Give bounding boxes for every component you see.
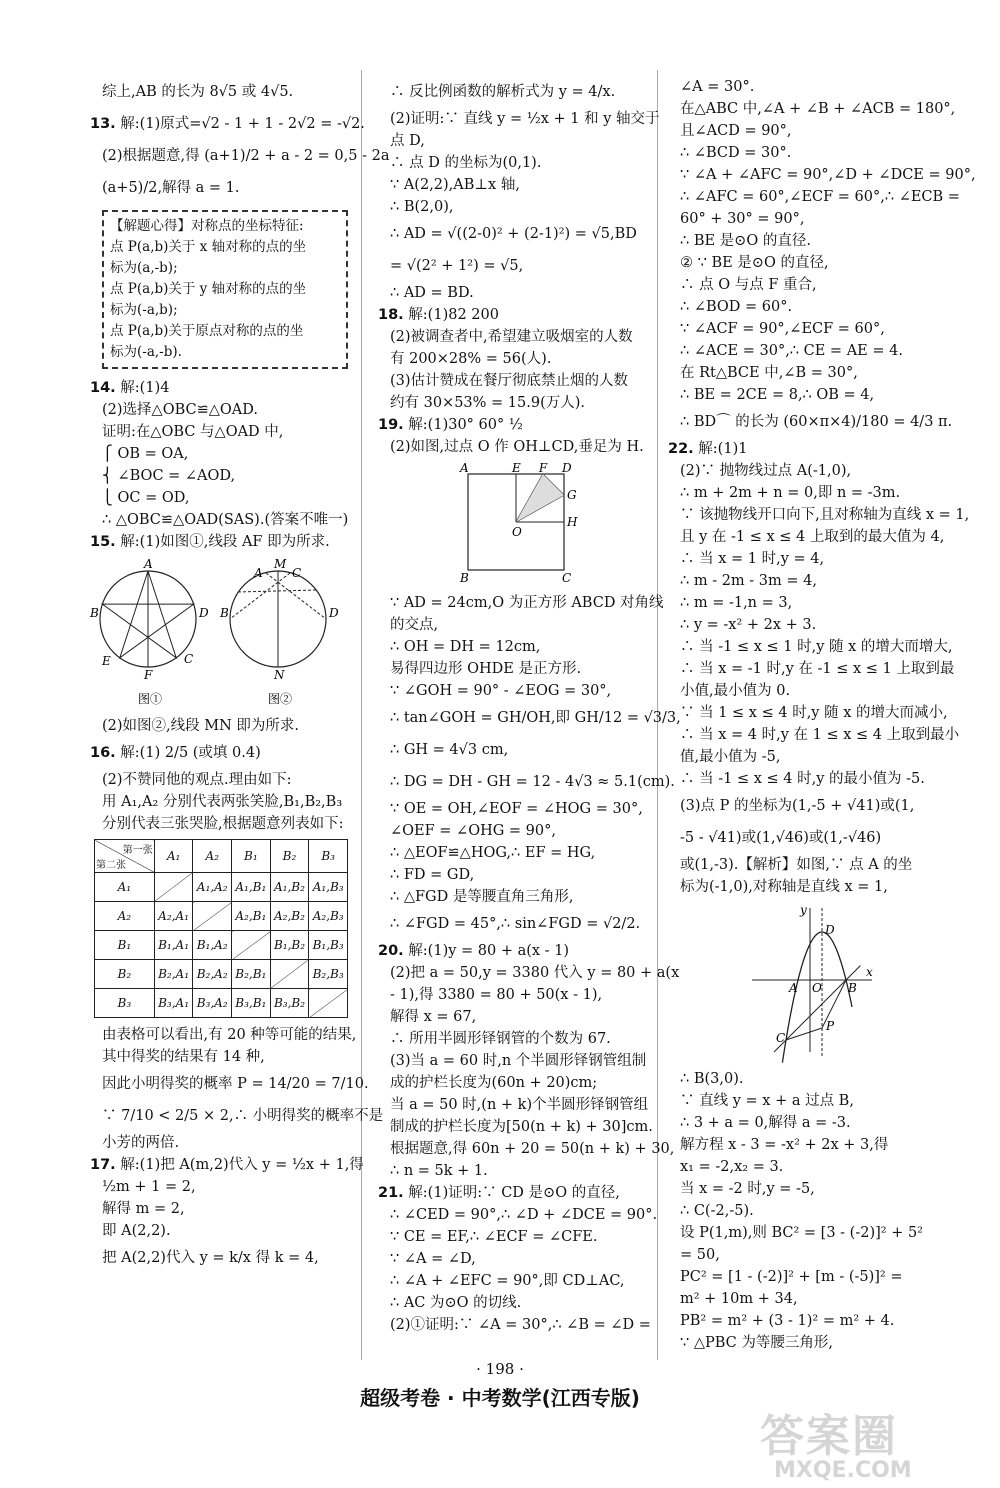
parabola-svg [748, 902, 878, 1060]
answer-line: ∴ ∠ACE = 30°,∴ CE = AE = 4. [680, 343, 903, 359]
table-cell: B₂,B₁ [232, 960, 271, 989]
table-row [95, 931, 348, 960]
figure-label: D [329, 606, 339, 620]
answer-line: ½m + 1 = 2, [102, 1179, 196, 1195]
question-number: 15. [90, 534, 116, 550]
table-row-header: A₁ [95, 873, 155, 902]
answer-line: ② ∵ BE 是⊙O 的直径, [680, 255, 829, 271]
answer-text: 解:(1)30° 60° ½ [403, 417, 523, 433]
answer-line: 设 P(1,m),则 BC² = [3 - (-2)]² + 5² [680, 1225, 923, 1241]
answer-line: ∴ 当 x = -1 时,y 在 -1 ≤ x ≤ 1 上取到最 [680, 661, 955, 677]
answer-line: 因此小明得奖的概率 P = 14/20 = 7/10. [102, 1076, 369, 1092]
question-number: 16. [90, 745, 116, 761]
answer-line [668, 438, 958, 460]
answer-line: ∴ 点 D 的坐标为(0,1). [390, 155, 542, 171]
answer-line: 点 D, [390, 133, 425, 149]
answer-line: 综上,AB 的长为 8√5 或 4√5. [102, 84, 294, 100]
answer-line: 且∠ACD = 90°, [680, 123, 792, 139]
answer-line: 根据题意,得 60n + 20 = 50(n + k) + 30, [390, 1141, 675, 1157]
answer-text: 解:(1)把 A(m,2)代入 y = ½x + 1,得 [115, 1157, 364, 1173]
answer-line: (2)证明:∵ 直线 y = ½x + 1 和 y 轴交于 [390, 111, 660, 127]
answer-line: x₁ = -2,x₂ = 3. [680, 1159, 784, 1175]
answer-line: (2)①证明:∵ ∠A = 30°,∴ ∠B = ∠D = [390, 1317, 651, 1333]
answer-line: 在△ABC 中,∠A + ∠B + ∠ACB = 180°, [680, 101, 956, 117]
circles-svg [90, 557, 340, 707]
answer-column-1 [90, 76, 390, 1274]
answer-text: 解:(1)y = 80 + a(x - 1) [403, 943, 570, 959]
tip-line: 标为(-a,b); [110, 302, 178, 318]
answer-line: 由表格可以看出,有 20 种等可能的结果, [102, 1027, 357, 1043]
answer-line: 解方程 x - 3 = -x² + 2x + 3,得 [680, 1137, 889, 1153]
triangle-ofg [516, 474, 564, 522]
answer-line: 当 a = 50 时,(n + k)个半圆形铎钢管组 [390, 1097, 649, 1113]
tip-box [102, 210, 348, 369]
answer-line: ∴ BD⌒ 的长为 (60×π×4)/180 = 4/3 π. [680, 414, 953, 430]
answer-line: ∵ ∠A = ∠D, [390, 1251, 476, 1267]
tip-line: 【解题心得】对称点的坐标特征: [110, 218, 304, 234]
page-number: · 198 · [476, 1360, 524, 1378]
table-row-header: A₂ [95, 902, 155, 931]
table-corner [95, 840, 155, 873]
answer-line: ∴ 3 + a = 0,解得 a = -3. [680, 1115, 851, 1131]
tip-line: 标为(-a,-b). [110, 344, 182, 360]
answer-line: = 50, [680, 1247, 720, 1263]
answer-line: 小值,最小值为 0. [680, 683, 791, 699]
answer-line [378, 1182, 648, 1204]
figure-label: B [220, 606, 229, 620]
table-row [95, 873, 348, 902]
answer-line: ∴ FD = GD, [390, 867, 475, 883]
table-cell: B₁,B₃ [309, 931, 348, 960]
answer-line: 解得 m = 2, [102, 1201, 185, 1217]
answer-line: = √(2² + 1²) = √5, [390, 258, 524, 274]
answer-line: ∴ B(2,0), [390, 199, 454, 215]
book-title: 超级考卷 · 中考数学(江西专版) [360, 1386, 640, 1410]
answer-line: ∴ tan∠GOH = GH/OH,即 GH/12 = √3/3, [390, 710, 681, 726]
figure-label: F [538, 461, 548, 475]
table-cell [232, 931, 271, 960]
figure-label: y [800, 903, 807, 917]
answer-line: (2)不赞同他的观点.理由如下: [102, 772, 292, 788]
answer-line: ∠A = 30°. [680, 79, 755, 95]
watermark-url: MXQE.COM [774, 1458, 912, 1483]
figure-label: C [292, 566, 302, 580]
answer-line: 标为(-1,0),对称轴是直线 x = 1, [680, 879, 888, 895]
figure-label: E [102, 654, 111, 668]
answer-line: -5 - √41)或(1,√46)或(1,-√46) [680, 830, 882, 846]
figure-label: A [144, 557, 153, 571]
figure-label: C [776, 1031, 786, 1045]
table-row-header: B₁ [95, 931, 155, 960]
answer-line: (2)被调查者中,希望建立吸烟室的人数 [390, 329, 633, 345]
answer-line: ∴ m - 2m - 3m = 4, [680, 573, 817, 589]
answer-line: 把 A(2,2)代入 y = k/x 得 k = 4, [102, 1250, 319, 1266]
answer-line: ∴ OH = DH = 12cm, [390, 639, 541, 655]
table-cell: B₂,A₂ [193, 960, 232, 989]
figure-label: H [567, 515, 578, 529]
watermark-text: 答案圈 [760, 1411, 898, 1462]
answer-line: (2)选择△OBC≌△OAD. [102, 402, 258, 418]
answer-line: ∴ AC 为⊙O 的切线. [390, 1295, 522, 1311]
table-row-header: B₃ [95, 989, 155, 1018]
answer-line: PC² = [1 - (-2)]² + [m - (-5)]² = [680, 1269, 903, 1285]
question-number: 13. [90, 116, 116, 132]
figure-label: O [512, 525, 522, 539]
dashed-line [238, 590, 316, 592]
answer-line: ∵ 7/10 < 2/5 × 2,∴ 小明得奖的概率不是 [102, 1108, 384, 1124]
answer-line: ∵ 该抛物线开口向下,且对称轴为直线 x = 1, [680, 507, 970, 523]
answer-line: ∴ BE 是⊙O 的直径. [680, 233, 811, 249]
watermark-logo [760, 1400, 980, 1484]
answer-line: m² + 10m + 34, [680, 1291, 798, 1307]
answer-line: 60° + 30° = 90°, [680, 211, 805, 227]
answer-line: ∵ OE = OH,∠EOF = ∠HOG = 30°, [390, 801, 643, 817]
probability-table [94, 839, 348, 1018]
answer-line: 解得 x = 67, [390, 1009, 477, 1025]
table-row [95, 960, 348, 989]
answer-line [90, 737, 348, 769]
answer-line: 小芳的两倍. [102, 1135, 180, 1151]
question-number: 21. [378, 1185, 404, 1201]
answer-line: ∴ m = -1,n = 3, [680, 595, 793, 611]
figure-square [378, 462, 648, 588]
figure-label: D [199, 606, 209, 620]
figure-circles [90, 557, 348, 711]
table-header-cell: B₃ [309, 840, 348, 873]
answer-line: ∴ DG = DH - GH = 12 - 4√3 ≈ 5.1(cm). [390, 774, 675, 790]
table-row [95, 989, 348, 1018]
table-cell: B₁,A₂ [193, 931, 232, 960]
answer-line: ∵ 当 1 ≤ x ≤ 4 时,y 随 x 的增大而减小, [680, 705, 948, 721]
figure-label: D [825, 923, 835, 937]
answer-line: ∴ 当 x = 1 时,y = 4, [680, 551, 825, 567]
figure-parabola [668, 902, 958, 1064]
answer-line: (a+5)/2,解得 a = 1. [102, 180, 240, 196]
table-cell: B₂,B₃ [309, 960, 348, 989]
answer-line [90, 108, 365, 140]
answer-line: ∴ 当 -1 ≤ x ≤ 4 时,y 的最小值为 -5. [680, 771, 925, 787]
answer-line: ⎧ OB = OA, [102, 446, 189, 462]
answer-line: ∴ B(3,0). [680, 1071, 744, 1087]
figure-label: G [567, 488, 577, 503]
figure-label: O [812, 981, 822, 995]
answer-line: ∴ y = -x² + 2x + 3. [680, 617, 817, 633]
answer-line: ∴ 点 O 与点 F 重合, [680, 277, 817, 293]
answer-line [90, 377, 348, 399]
answer-line: (3)当 a = 60 时,n 个半圆形铎钢管组制 [390, 1053, 647, 1069]
line-bc [774, 966, 860, 1052]
figure-label: C [184, 652, 194, 666]
answer-line: ∴ n = 5k + 1. [390, 1163, 488, 1179]
tip-line: 点 P(a,b)关于 x 轴对称的点的坐 [110, 239, 307, 255]
answer-line: (3)点 P 的坐标为(1,-5 + √41)或(1, [680, 798, 915, 814]
table-cell: A₁,A₂ [193, 873, 232, 902]
answer-line: 的交点, [390, 617, 439, 633]
answer-line: 成的护栏长度为(60n + 20)cm; [390, 1075, 598, 1091]
table-cell: A₂,B₁ [232, 902, 271, 931]
table-cell: A₂,A₁ [154, 902, 193, 931]
answer-line: ∵ AD = 24cm,O 为正方形 ABCD 对角线 [390, 595, 664, 611]
parabola-curve [782, 932, 852, 1063]
answer-line: ∴ ∠CED = 90°,∴ ∠D + ∠DCE = 90°. [390, 1207, 658, 1223]
figure-label: B [90, 606, 99, 620]
table-cell: B₁,B₂ [270, 931, 309, 960]
answer-line: ∴ AD = BD. [390, 285, 474, 301]
caption-1: 图① [138, 692, 163, 706]
answer-text: 解:(1)82 200 [403, 307, 499, 323]
answer-line [90, 1154, 364, 1176]
answer-line: ∵ ∠ACF = 90°,∠ECF = 60°, [680, 321, 885, 337]
answer-line: ∴ 所用半圆形铎钢管的个数为 67. [390, 1031, 611, 1047]
corner-top: 第一张 [122, 845, 153, 856]
answer-line: ∵ ∠GOH = 90° - ∠EOG = 30°, [390, 683, 612, 699]
tip-line: 点 P(a,b)关于 y 轴对称的点的坐 [110, 281, 307, 297]
answer-text: 解:(1)证明:∵ CD 是⊙O 的直径, [403, 1185, 620, 1201]
answer-line: (2)把 a = 50,y = 3380 代入 y = 80 + a(x [390, 965, 680, 981]
figure-label: A [460, 461, 469, 475]
answer-line: ∴ ∠AFC = 60°,∠ECF = 60°,∴ ∠ECB = [680, 189, 960, 205]
table-cell: B₂,A₁ [154, 960, 193, 989]
answer-line: ∴ 当 x = 4 时,y 在 1 ≤ x ≤ 4 上取到最小 [680, 727, 960, 743]
figure-label: B [848, 981, 857, 995]
table-cell: A₂,B₃ [309, 902, 348, 931]
table-cell: B₃,A₁ [154, 989, 193, 1018]
question-number: 14. [90, 380, 116, 396]
tip-line: 标为(a,-b); [110, 260, 178, 276]
table-cell: B₃,A₂ [193, 989, 232, 1018]
answer-line: ∴ m + 2m + n = 0,即 n = -3m. [680, 485, 901, 501]
table-cell [270, 960, 309, 989]
table-cell [154, 873, 193, 902]
caption-2: 图② [268, 692, 293, 706]
table-row [95, 902, 348, 931]
answer-line: ∴ ∠FGD = 45°,∴ sin∠FGD = √2/2. [390, 916, 641, 932]
question-number: 22. [668, 441, 694, 457]
table-cell [193, 902, 232, 931]
answer-line: ∴ △OBC≌△OAD(SAS).(答案不唯一) [102, 512, 349, 528]
answer-line: ∵ 直线 y = x + a 过点 B, [680, 1093, 854, 1109]
question-number: 20. [378, 943, 404, 959]
answer-line: ∴ BE = 2CE = 8,∴ OB = 4, [680, 387, 875, 403]
answer-line: 分别代表三张哭脸,根据题意列表如下: [102, 816, 344, 832]
answer-line: (2)根据题意,得 (a+1)/2 + a - 2 = 0,5 - 2a [102, 148, 390, 164]
table-cell: A₁,B₂ [270, 873, 309, 902]
answer-line: (3)估计赞成在餐厅彻底禁止烟的人数 [390, 373, 629, 389]
tip-line: 点 P(a,b)关于原点对称的点的坐 [110, 323, 304, 339]
answer-line: 证明:在△OBC 与△OAD 中, [102, 424, 284, 440]
answer-line: ∴ AD = √((2-0)² + (2-1)²) = √5,BD [390, 226, 637, 242]
answer-line: 当 x = -2 时,y = -5, [680, 1181, 815, 1197]
answer-line: 用 A₁,A₂ 分别代表两张笑脸,B₁,B₂,B₃ [102, 794, 343, 810]
answer-line: (2)如图②,线段 MN 即为所求. [102, 718, 300, 734]
answer-line: ∴ 反比例函数的解析式为 y = 4/x. [390, 84, 616, 100]
answer-text: 解:(1) 2/5 (或填 0.4) [115, 745, 261, 761]
answer-line: ∵ ∠A + ∠AFC = 90°,∠D + ∠DCE = 90°, [680, 167, 976, 183]
answer-line [378, 414, 648, 436]
answer-line: ⎩ OC = OD, [102, 490, 190, 506]
answer-line: ∵ CE = EF,∴ ∠ECF = ∠CFE. [390, 1229, 598, 1245]
answer-line: 约有 30×53% = 15.9(万人). [390, 395, 586, 411]
answer-line: ∴ ∠A + ∠EFC = 90°,即 CD⊥AC, [390, 1273, 625, 1289]
answer-line: ∴ 当 -1 ≤ x ≤ 1 时,y 随 x 的增大而增大, [680, 639, 953, 655]
figure-label: M [274, 557, 287, 571]
answer-line: ∴ ∠BCD = 30°. [680, 145, 792, 161]
figure-label: A [254, 566, 263, 580]
answer-line [378, 304, 648, 326]
answer-column-3 [668, 76, 976, 1354]
figure-label: F [144, 668, 153, 682]
answer-line: ∴ △FGD 是等腰直角三角形, [390, 889, 574, 905]
answer-line: 其中得奖的结果有 14 种, [102, 1049, 265, 1065]
answer-line: 值,最小值为 -5, [680, 749, 781, 765]
table-header-cell: A₁ [154, 840, 193, 873]
answer-text: 解:(1)4 [115, 380, 170, 396]
question-number: 17. [90, 1157, 116, 1173]
figure-label: N [274, 668, 285, 682]
table-cell: A₂,B₂ [270, 902, 309, 931]
figure-label: P [826, 1019, 835, 1033]
answer-line: 在 Rt△BCE 中,∠B = 30°, [680, 365, 858, 381]
answer-line: ∴ C(-2,-5). [680, 1203, 754, 1219]
answer-line: (2)∵ 抛物线过点 A(-1,0), [680, 463, 852, 479]
answer-line: 且 y 在 -1 ≤ x ≤ 4 上取到的最大值为 4, [680, 529, 945, 545]
answer-line: ∵ A(2,2),AB⊥x 轴, [390, 177, 520, 193]
corner-bottom: 第二张 [96, 860, 126, 871]
table-header-cell: B₁ [232, 840, 271, 873]
answer-line: ∴ GH = 4√3 cm, [390, 742, 509, 758]
table-header-cell: A₂ [193, 840, 232, 873]
answer-line: ∵ △PBC 为等腰三角形, [680, 1335, 833, 1351]
answer-line: 有 200×28% = 56(人). [390, 351, 552, 367]
answer-line: ∠OEF = ∠OHG = 90°, [390, 823, 556, 839]
figure-label: C [562, 571, 572, 585]
answer-text: 解:(1)如图①,线段 AF 即为所求. [115, 534, 330, 550]
answer-line [90, 531, 348, 553]
table-cell [309, 989, 348, 1018]
answer-line: ⎨ ∠BOC = ∠AOD, [102, 468, 236, 484]
table-cell: B₃,B₂ [270, 989, 309, 1018]
answer-line: PB² = m² + (3 - 1)² = m² + 4. [680, 1313, 895, 1329]
answer-text: 解:(1)1 [693, 441, 748, 457]
answer-column-2 [378, 76, 681, 1336]
figure-label: D [562, 461, 572, 475]
table-cell: B₃,B₁ [232, 989, 271, 1018]
table-cell: B₁,A₁ [154, 931, 193, 960]
figure-label: E [512, 461, 521, 475]
answer-line: 或(1,-3).【解析】如图,∵ 点 A 的坐 [680, 857, 913, 873]
answer-line: ∴ △EOF≌△HOG,∴ EF = HG, [390, 845, 596, 861]
answer-line: ∴ ∠BOD = 60°. [680, 299, 793, 315]
table-row-header: B₂ [95, 960, 155, 989]
question-number: 19. [378, 417, 404, 433]
answer-line: (2)如图,过点 O 作 OH⊥CD,垂足为 H. [390, 439, 644, 455]
answer-line: 制成的护栏长度为[50(n + k) + 30]cm. [390, 1119, 653, 1135]
answer-line: - 1),得 3380 = 80 + 50(x - 1), [390, 987, 603, 1003]
question-number: 18. [378, 307, 404, 323]
figure-label: x [866, 965, 873, 979]
table-cell: A₁,B₁ [232, 873, 271, 902]
square-svg [458, 462, 588, 584]
figure-label: A [789, 981, 798, 995]
answer-line: 即 A(2,2). [102, 1223, 171, 1239]
table-cell: A₁,B₃ [309, 873, 348, 902]
answer-text: 解:(1)原式=√2 - 1 + 1 - 2√2 = -√2. [115, 116, 365, 132]
answer-line [378, 940, 648, 962]
table-header-cell: B₂ [270, 840, 309, 873]
answer-line: 易得四边形 OHDE 是正方形. [390, 661, 582, 677]
figure-label: B [460, 571, 469, 585]
